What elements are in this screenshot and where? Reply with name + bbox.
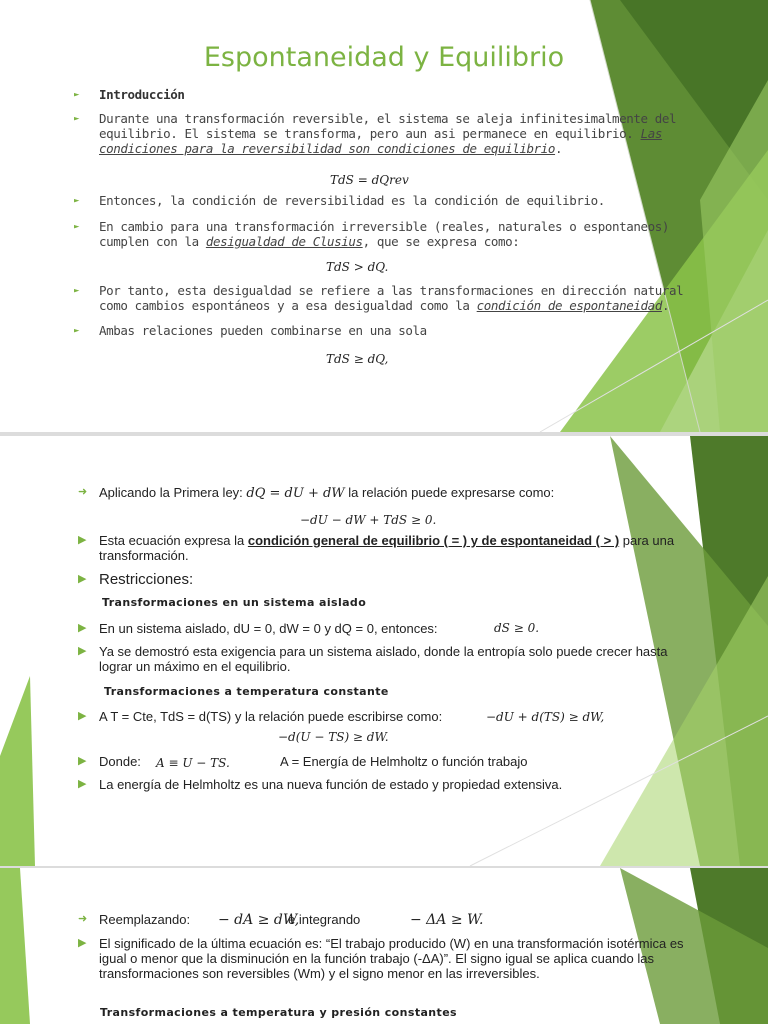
triangle-bullet-icon: ▶: [78, 622, 87, 634]
subsection-title: Transformaciones en un sistema aislado: [102, 596, 367, 609]
paragraph-text: Donde:: [99, 754, 141, 769]
arrow-bullet-icon: ►: [74, 286, 80, 296]
paragraph-text: En cambio para una transformación irreversible (reales, naturales o espontaneos) cumplen con la: [99, 219, 670, 249]
paragraph-text: Entonces, la condición de reversibilidad es la condición de equilibrio.: [99, 193, 605, 208]
paragraph-text: A = Energía de Helmholtz o función trabajo: [280, 754, 528, 769]
definition-text: [280, 754, 580, 769]
paragraph-text: Ambas relaciones pueden combinarse en una sola: [99, 323, 427, 338]
slide-2: [0, 436, 768, 866]
triangle-bullet-icon: ▶: [78, 937, 87, 949]
paragraph-text: la relación puede expresarse como:: [344, 485, 555, 500]
subsection-title: Transformaciones a temperatura constante: [104, 685, 389, 698]
paragraph-text: Durante una transformación reversible, el sistema se aleja infinitesimalmente del equilibrio. El sistema se transforma, pero aun asi permanece en equilibrio.: [99, 111, 677, 141]
punctuation: .: [661, 298, 670, 313]
paragraph-text: , que se expresa como:: [362, 234, 520, 249]
formula-text: TdS = dQrev: [330, 173, 409, 187]
paragraph-text: El significado de la última ecuación es: “El trabajo producido (W) en una transformación isotérmica es igual o menor que la disminución en la función trabajo (-ΔA)”. El signo igual se aplica cuando las transformaciones son reversibles (Wm) y el signo menor en las irreversibles.: [99, 936, 684, 981]
list-item: [78, 709, 698, 724]
list-item: [78, 777, 698, 792]
list-item: [74, 219, 694, 249]
arrow-bullet-icon: ►: [74, 114, 80, 124]
list-item: [74, 111, 694, 156]
arrow-bullet-icon: ►: [74, 90, 80, 100]
list-item: [78, 936, 698, 981]
list-item: [74, 283, 694, 313]
formula: −dU + d(TS) ≥ dW,: [486, 710, 605, 724]
triangle-bullet-icon: ▶: [78, 645, 87, 657]
list-item: [74, 323, 694, 338]
arrow-bullet-icon: ►: [74, 222, 80, 232]
emphasis-text: condición general de equilibrio ( = ) y de espontaneidad ( > ): [247, 533, 620, 548]
triangle-bullet-icon: ▶: [78, 755, 87, 767]
page-title: Espontaneidad y Equilibrio: [203, 42, 565, 73]
arrow-bullet-icon: ➜: [78, 913, 88, 925]
list-item: [78, 572, 698, 587]
subsection-title: Transformaciones a temperatura y presión constantes: [100, 1006, 458, 1019]
paragraph-text: Ya se demostró esta exigencia para un sistema aislado, donde la entropía solo puede crecer hasta lograr un máximo en el equilibrio.: [99, 644, 668, 674]
inline-formula: dQ = dU + dW: [246, 486, 345, 501]
emphasis-text: Las condiciones para la reversibilidad son condiciones de equilibrio: [99, 126, 662, 156]
paragraph-text: para una transformación.: [99, 533, 675, 563]
paragraph-text: Aplicando la Primera ley:: [99, 485, 247, 500]
emphasis-text: desigualdad de Clusius: [205, 234, 363, 249]
formula: A ≡ U − TS.: [156, 756, 230, 770]
triangle-bullet-icon: ▶: [78, 534, 87, 546]
list-item: [78, 644, 698, 674]
triangle-bullet-icon: ▶: [78, 710, 87, 722]
section-heading: Restricciones:: [99, 571, 194, 588]
formula: dS ≥ 0.: [494, 621, 540, 635]
paragraph-text: La energía de Helmholtz es una nueva función de estado y propiedad extensiva.: [99, 777, 563, 792]
formula: − ΔA ≥ W.: [410, 912, 484, 928]
formula: − dA ≥ dW,: [218, 912, 300, 928]
slide-3: [0, 868, 768, 1024]
list-item: [78, 533, 698, 563]
list-item: [74, 193, 694, 208]
arrow-bullet-icon: ➜: [78, 486, 88, 498]
slide-1: [0, 0, 768, 432]
formula: TdS ≥ dQ,: [326, 352, 389, 366]
emphasis-text: condición de espontaneidad: [476, 298, 662, 313]
list-item: [78, 485, 698, 501]
formula: −dU − dW + TdS ≥ 0.: [300, 513, 437, 527]
formula: [330, 173, 409, 187]
arrow-bullet-icon: ►: [74, 326, 80, 336]
paragraph-text: Esta ecuación expresa la: [99, 533, 248, 548]
paragraph-text: e integrando: [288, 912, 361, 927]
section-heading: Introducción: [99, 87, 185, 102]
paragraph-text: Por tanto, esta desigualdad se refiere a las transformaciones en dirección natural como cambios espontáneos y a esa desigualdad como la: [99, 283, 684, 313]
paragraph-text: A T = Cte, TdS = d(TS) y la relación puede escribirse como:: [99, 709, 443, 724]
list-item: [74, 87, 694, 102]
paragraph-text: Reemplazando:: [99, 912, 191, 927]
list-item: [78, 621, 698, 636]
triangle-bullet-icon: ▶: [78, 573, 87, 585]
punctuation: .: [555, 141, 563, 156]
triangle-bullet-icon: ▶: [78, 778, 87, 790]
formula: −d(U − TS) ≥ dW.: [278, 730, 389, 744]
paragraph-text: En un sistema aislado, dU = 0, dW = 0 y dQ = 0, entonces:: [99, 621, 438, 636]
formula: TdS > dQ.: [326, 260, 389, 274]
arrow-bullet-icon: ►: [74, 196, 80, 206]
